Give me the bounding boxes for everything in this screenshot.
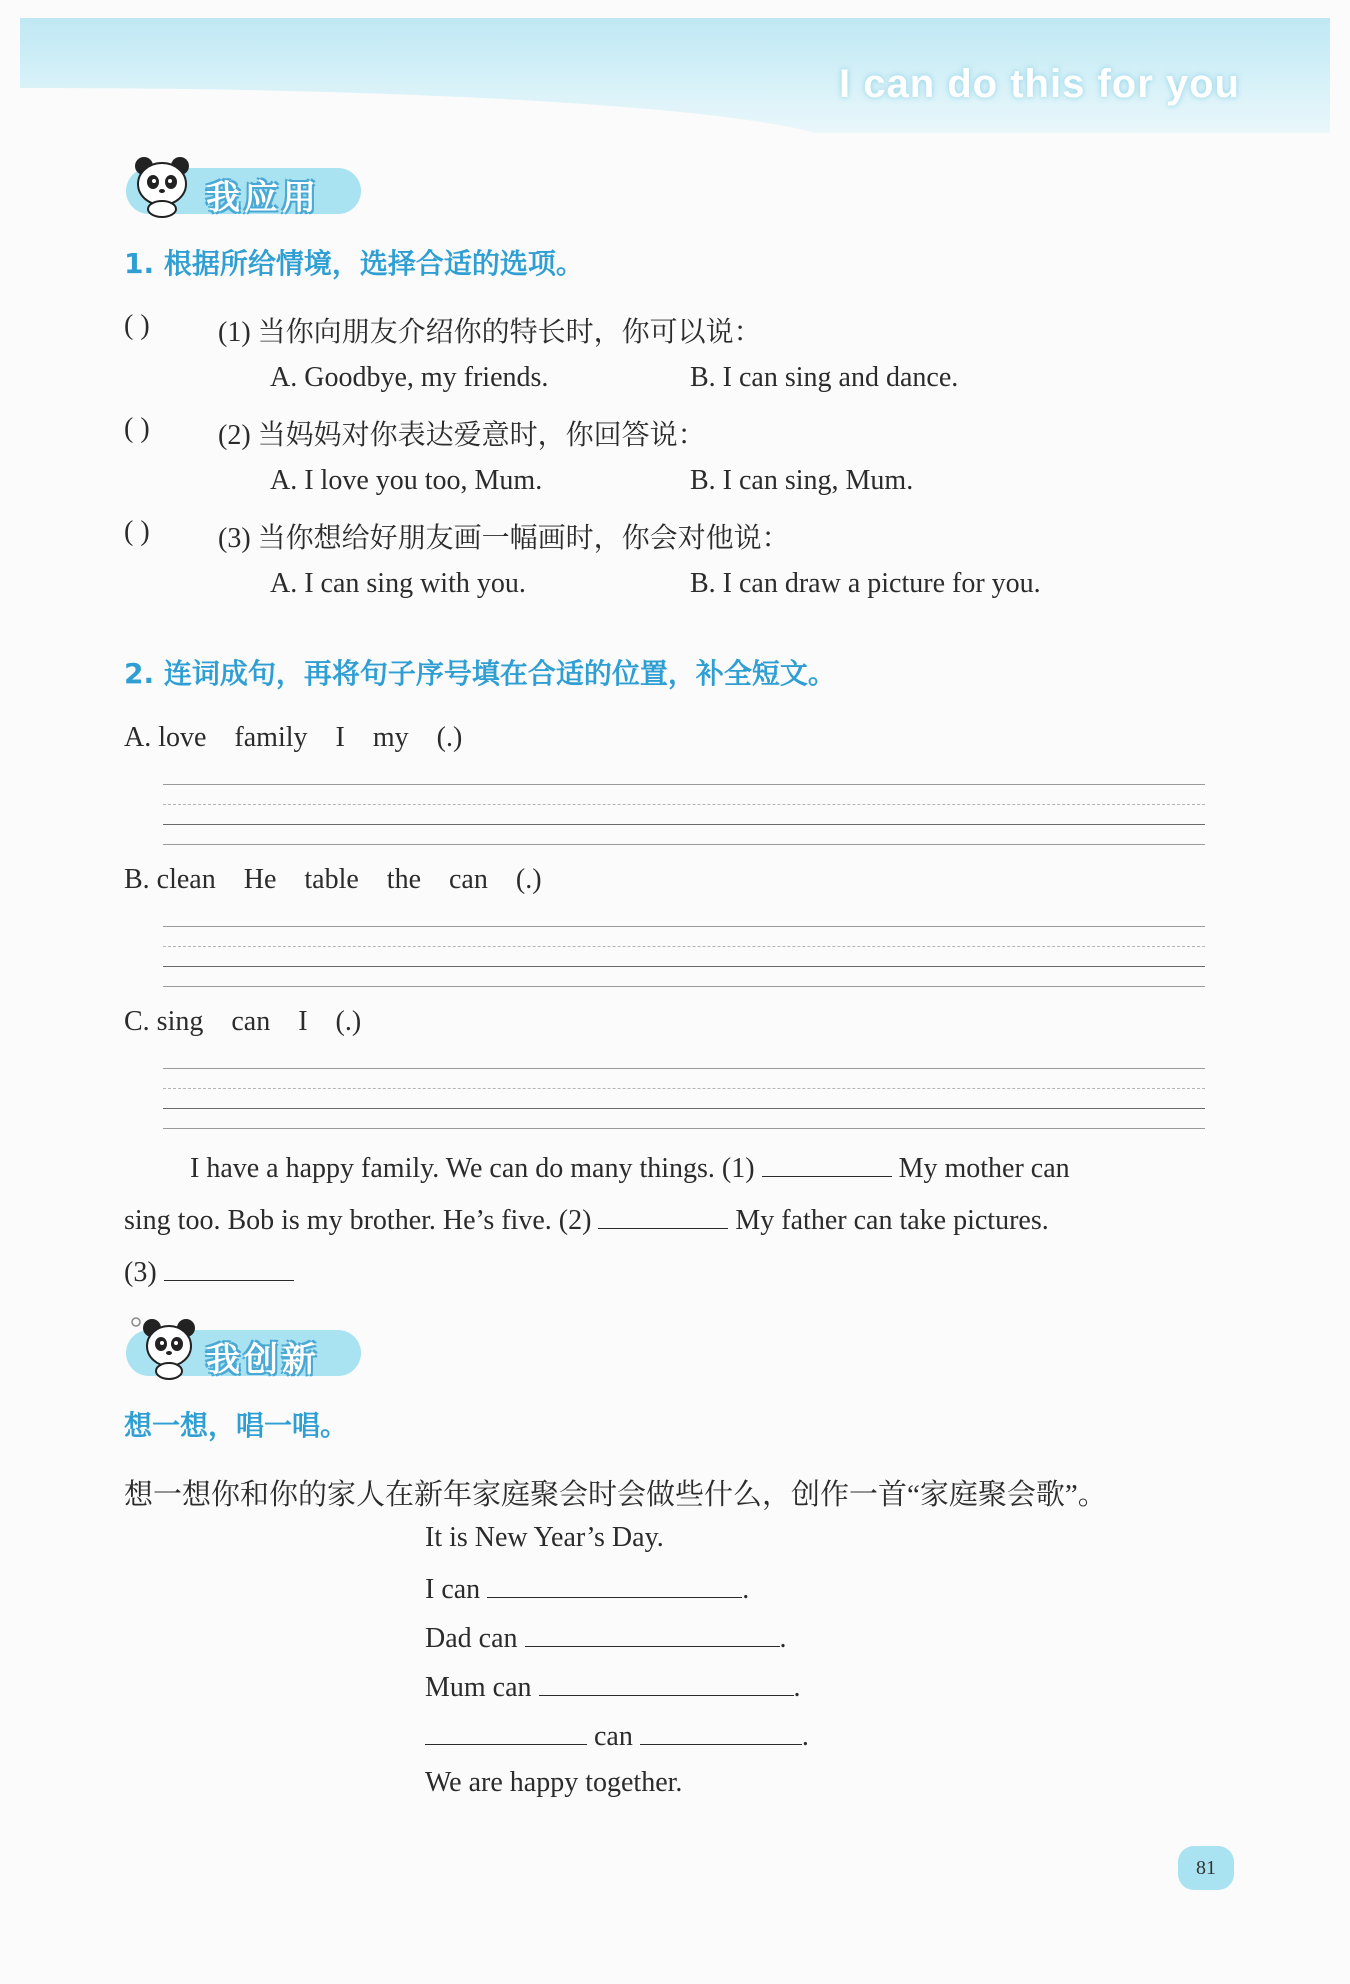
song-line-5 <box>425 1718 809 1753</box>
section-badge-apply <box>126 168 361 218</box>
passage-text: My mother can <box>898 1153 1070 1184</box>
passage-line-3 <box>124 1254 294 1289</box>
song-line-6: We are happy together. <box>425 1767 683 1798</box>
passage-blank-1[interactable] <box>762 1150 892 1177</box>
passage-line-1 <box>190 1150 1070 1185</box>
song-line-4 <box>425 1669 801 1704</box>
song-period: . <box>779 1623 787 1654</box>
song-blank-2[interactable] <box>525 1620 780 1647</box>
q1-item1-option-a: A. Goodbye, my friends. <box>270 362 549 393</box>
q1-item3-option-b: B. I can draw a picture for you. <box>690 568 1041 599</box>
banner-curve <box>20 88 840 158</box>
song-text: can <box>594 1721 633 1752</box>
answer-paren-2[interactable]: ( ) <box>124 413 150 444</box>
song-period: . <box>742 1574 750 1605</box>
song-blank-1[interactable] <box>487 1571 742 1598</box>
scramble-b: B. clean He table the can (.) <box>124 864 542 895</box>
question-2-title: 2. 连词成句，再将句子序号填在合适的位置，补全短文。 <box>124 657 836 690</box>
passage-text: (3) <box>124 1257 157 1288</box>
song-period: . <box>801 1721 809 1752</box>
song-line-2 <box>425 1571 749 1606</box>
q1-item2-prompt: (2) 当妈妈对你表达爱意时，你回答说： <box>218 420 706 451</box>
scramble-c: C. sing can I (.) <box>124 1006 362 1037</box>
passage-blank-3[interactable] <box>164 1254 294 1281</box>
q1-item2-option-b: B. I can sing, Mum. <box>690 465 914 496</box>
q1-item3-prompt: (3) 当你想给好朋友画一幅画时，你会对他说： <box>218 523 790 554</box>
q1-item2-option-a: A. I love you too, Mum. <box>270 465 543 496</box>
passage-blank-2[interactable] <box>598 1202 728 1229</box>
panda-icon <box>130 1316 200 1380</box>
song-text: Mum can <box>425 1672 532 1703</box>
panda-icon <box>130 154 200 218</box>
badge-title: 我创新 <box>206 1340 320 1380</box>
writing-lines-a[interactable] <box>163 784 1205 848</box>
writing-lines-b[interactable] <box>163 926 1205 990</box>
answer-paren-1[interactable]: ( ) <box>124 310 150 341</box>
banner-title: I can do this for you <box>838 62 1240 106</box>
song-blank-3[interactable] <box>539 1669 794 1696</box>
page-number: 81 <box>1178 1846 1234 1890</box>
q1-item1-prompt: (1) 当你向朋友介绍你的特长时，你可以说： <box>218 317 762 348</box>
song-text: Dad can <box>425 1623 518 1654</box>
passage-line-2 <box>124 1202 1049 1237</box>
song-text: I can <box>425 1574 481 1605</box>
create-instruction: 想一想你和你的家人在新年家庭聚会时会做些什么，创作一首“家庭聚会歌”。 <box>124 1479 1107 1511</box>
question-1-title: 1. 根据所给情境，选择合适的选项。 <box>124 247 584 280</box>
song-blank-4[interactable] <box>425 1718 587 1745</box>
passage-text: I have a happy family. We can do many things. (1) <box>190 1153 755 1184</box>
create-title: 想一想，唱一唱。 <box>124 1409 349 1442</box>
section-badge-create <box>126 1330 361 1380</box>
scramble-a: A. love family I my (.) <box>124 722 463 753</box>
answer-paren-3[interactable]: ( ) <box>124 516 150 547</box>
q1-item1-option-b: B. I can sing and dance. <box>690 362 959 393</box>
passage-text: My father can take pictures. <box>735 1205 1049 1236</box>
song-line-3 <box>425 1620 787 1655</box>
song-line-1: It is New Year’s Day. <box>425 1522 664 1553</box>
writing-lines-c[interactable] <box>163 1068 1205 1132</box>
song-blank-5[interactable] <box>640 1718 802 1745</box>
q1-item3-option-a: A. I can sing with you. <box>270 568 526 599</box>
badge-title: 我应用 <box>206 178 320 218</box>
song-period: . <box>793 1672 801 1703</box>
passage-text: sing too. Bob is my brother. He’s five. (2) <box>124 1205 592 1236</box>
